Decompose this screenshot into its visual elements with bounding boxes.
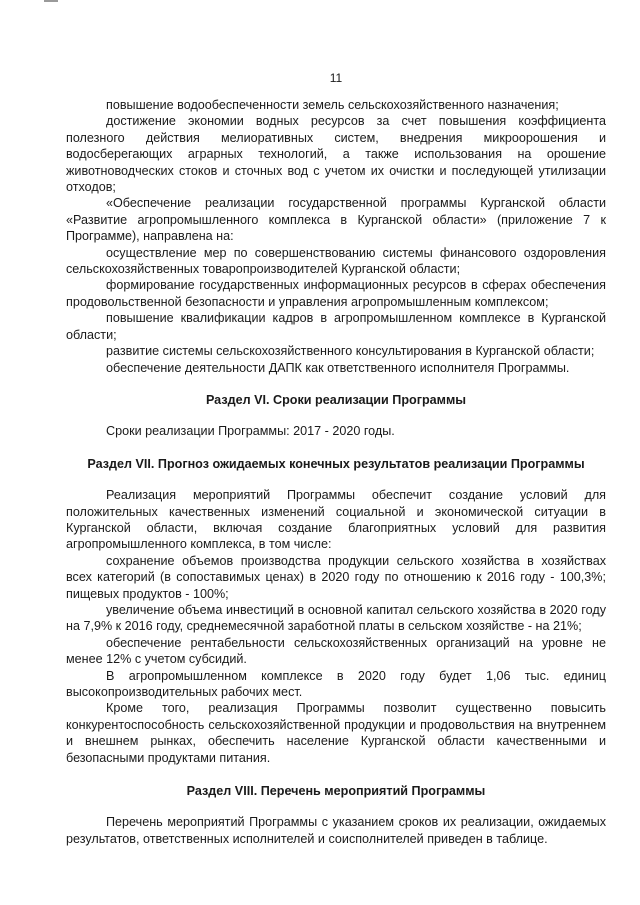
paragraph: формирование государственных информационных ресурсов в сферах обеспечения продовольственной безопасности и управления агропромышленным комплексом;	[66, 278, 606, 309]
section-8-heading: Раздел VIII. Перечень мероприятий Программы	[186, 784, 486, 799]
paragraph: повышение водообеспеченности земель сельскохозяйственного назначения;	[106, 98, 559, 112]
paragraph: обеспечение рентабельности сельскохозяйственных организаций на уровне не менее 12% с учетом субсидий.	[66, 635, 606, 667]
paragraph: осуществление мер по совершенствованию системы финансового оздоровления сельскохозяйственных товаропроизводителей Курганской области;	[66, 245, 606, 277]
paragraph: повышение квалификации кадров в агропромышленном комплексе в Курганской области;	[66, 311, 606, 342]
section-6-text: Сроки реализации Программы: 2017 - 2020 годы.	[106, 424, 395, 439]
paragraph: Кроме того, реализация Программы позволит существенно повысить конкурентоспособность сельскохозяйственной продукции и продовольствия на внутреннем и внешнем рынках, обеспечить население Курганской области качественными и безопасными продуктами питания.	[66, 701, 606, 765]
paragraph: сохранение объемов производства продукции сельского хозяйства в хозяйствах всех категорий (в сопоставимых ценах) в 2020 году по отношению к 2016 году - 100,3%; пищевых продуктов - 100%;	[66, 553, 606, 601]
section-6-heading: Раздел VI. Сроки реализации Программы	[205, 392, 467, 407]
paragraph: В агропромышленном комплексе в 2020 году будет 1,06 тыс. единиц высокопроизводительных рабочих мест.	[66, 668, 606, 699]
paragraph: обеспечение деятельности ДАПК как ответственного исполнителя Программы.	[106, 360, 570, 375]
section-7-heading: Раздел VII. Прогноз ожидаемых конечных результатов реализации Программы	[87, 456, 585, 471]
section-7-body	[66, 487, 606, 766]
scan-mark	[44, 0, 58, 2]
document-body	[66, 97, 606, 847]
page-number: 11	[329, 71, 343, 85]
paragraph: увеличение объема инвестиций в основной капитал сельского хозяйства в 2020 году на 7,9% к 2016 году, среднемесячной заработной платы в сельском хозяйстве - на 21%;	[66, 602, 606, 634]
paragraph: Реализация мероприятий Программы обеспечит создание условий для положительных качественных изменений социальной и экономической ситуации в Курганской области, включая создание благоприятных условий для развития агропромышленного комплекса, в том числе:	[66, 488, 606, 552]
paragraph: достижение экономии водных ресурсов за счет повышения коэффициента полезного действия мелиоративных систем, внедрения микроорошения и водосберегающих аграрных технологий, а также использования на орошение животноводческих стоков и сточных вод с учетом их очистки и последующей утилизации отходов;	[66, 114, 606, 195]
paragraph: «Обеспечение реализации государственной программы Курганской области «Развитие агропромышленного комплекса в Курганской области» (приложение 7 к Программе), направлена на:	[66, 196, 606, 244]
section-8-text: Перечень мероприятий Программы с указанием сроков их реализации, ожидаемых результатов, ответственных исполнителей и соисполнителей приведен в таблице.	[66, 815, 606, 846]
section-5-tail	[66, 97, 606, 376]
paragraph: развитие системы сельскохозяйственного консультирования в Курганской области;	[106, 344, 595, 359]
